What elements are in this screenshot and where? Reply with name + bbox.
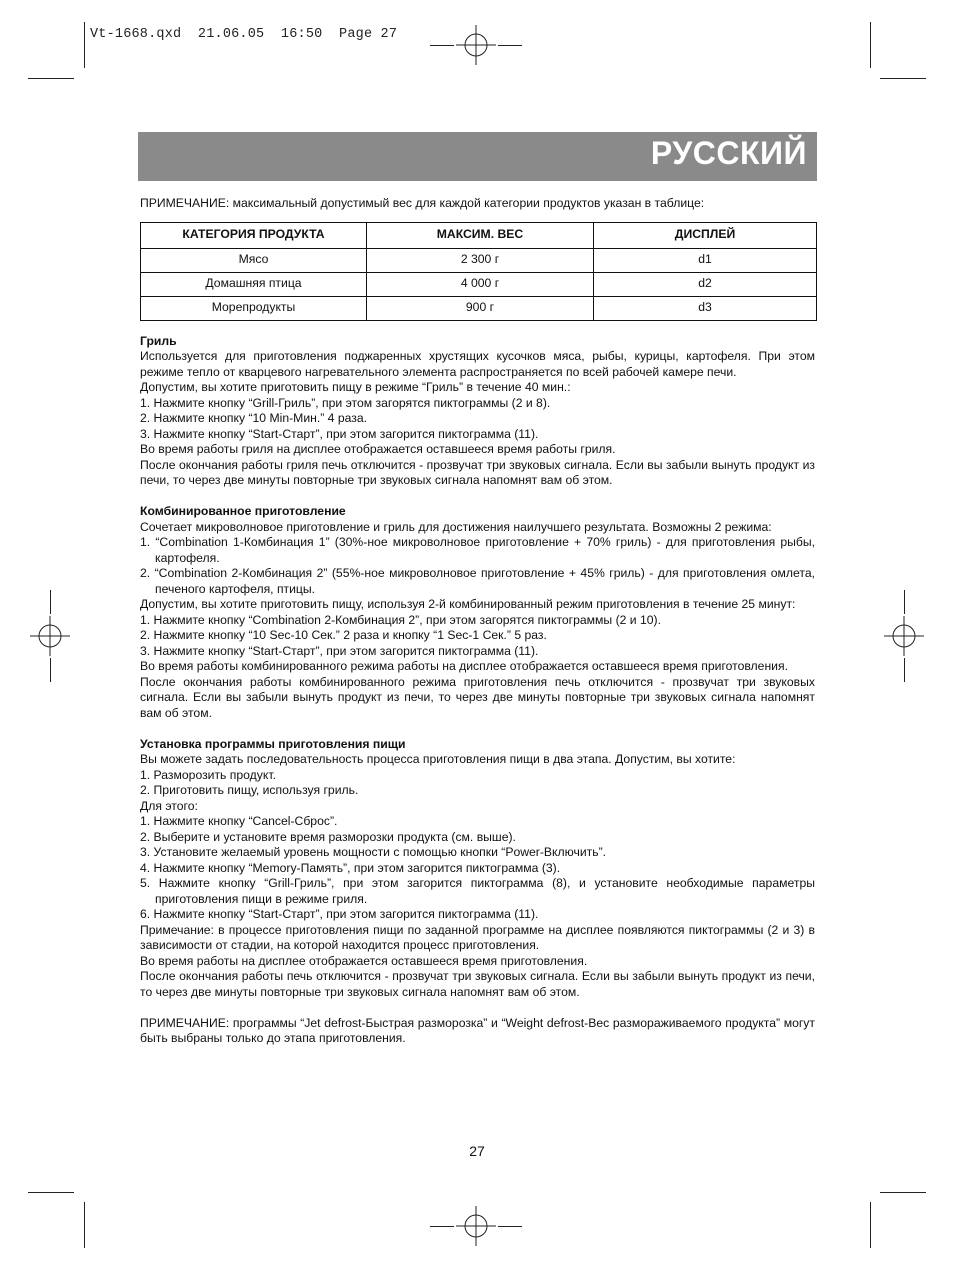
crop-mark xyxy=(28,1192,74,1193)
table-cell: 900 г xyxy=(367,296,594,320)
table-row xyxy=(141,248,817,272)
paragraph: Используется для приготовления поджаренных хрустящих кусочков мяса, рыбы, курицы, картофеля. При этом режиме тепло от кварцевого нагревательного элемента распространяется по всей рабочей камере печи. xyxy=(140,349,815,379)
table-cell: 4 000 г xyxy=(367,272,594,296)
list-item: 3. Нажмите кнопку “Start-Старт”, при этом загорится пиктограмма (11). xyxy=(140,426,539,441)
paragraph: Примечание: в процессе приготовления пищи по заданной программе на дисплее появляются пиктограммы (2 и 3) в зависимости от стадии, на которой находится процесс приготовления. xyxy=(140,922,815,952)
list-item: 1. “Combination 1-Комбинация 1” (30%-ное микроволновое приготовление + 70% гриль) - для приготовления рыбы, картофеля. xyxy=(140,535,815,565)
list-item: 2. Выберите и установите время разморозки продукта (см. выше). xyxy=(140,829,516,844)
paragraph: Для этого: xyxy=(140,798,198,813)
registration-tick xyxy=(50,658,51,682)
paragraph: После окончания работы гриля печь отключится - прозвучат три звуковых сигнала. Если вы забыли вынуть продукт из печи, то через две минуты повторные три звуковых сигнала напомнят вам об этом. xyxy=(140,457,815,487)
table-cell: d2 xyxy=(594,272,817,296)
weight-table xyxy=(140,222,817,321)
crop-mark xyxy=(84,1202,85,1248)
table-header: ДИСПЛЕЙ xyxy=(594,222,817,248)
note-bottom: ПРИМЕЧАНИЕ: программы “Jet defrost-Быстрая разморозка” и “Weight defrost-Вес размораживаемого продукта” могут быть выбраны только до этапа приготовления. xyxy=(140,1015,815,1045)
paragraph: После окончания работы комбинированного режима приготовления печь отключится - прозвучат три звуковых сигнала. Если вы забыли вынуть продукт из печи, то через две минуты повторные три звуковых сигнала напомнят вам об этом. xyxy=(140,674,815,720)
crop-mark xyxy=(870,22,871,68)
table-cell: Мясо xyxy=(141,248,367,272)
section-heading-combination: Комбинированное приготовление xyxy=(140,504,346,518)
paragraph: Сочетает микроволновое приготовление и гриль для достижения наилучшего результата. Возможны 2 режима: xyxy=(140,519,772,534)
list-item: 1. Нажмите кнопку “Combination 2-Комбинация 2”, при этом загорятся пиктограммы (2 и 10). xyxy=(140,612,661,627)
registration-mark-icon xyxy=(456,1206,496,1246)
list-item: 2. Нажмите кнопку “10 Min-Мин.” 4 раза. xyxy=(140,411,368,425)
registration-tick xyxy=(50,590,51,614)
list-item: 1. Разморозить продукт. xyxy=(140,767,276,782)
paragraph: Допустим, вы хотите приготовить пищу в режиме “Гриль” в течение 40 мин.: xyxy=(140,380,571,394)
list-item: 4. Нажмите кнопку “Memory-Память”, при этом загорится пиктограмма (3). xyxy=(140,860,561,875)
crop-mark xyxy=(880,78,926,79)
paragraph: Допустим, вы хотите приготовить пищу, используя 2-й комбинированный режим приготовления в течение 25 минут: xyxy=(140,597,796,611)
crop-mark xyxy=(84,22,85,68)
table-cell: d3 xyxy=(594,296,817,320)
table-header-row xyxy=(141,222,817,248)
language-title: РУССКИЙ xyxy=(650,135,807,171)
page-number: 27 xyxy=(469,1143,485,1159)
table-cell: d1 xyxy=(594,248,817,272)
registration-tick xyxy=(498,45,522,46)
print-slug: Vt-1668.qxd 21.06.05 16:50 Page 27 xyxy=(90,27,398,42)
table-cell: Домашняя птица xyxy=(141,272,367,296)
language-banner xyxy=(138,132,817,181)
list-item: 3. Нажмите кнопку “Start-Старт”, при этом загорится пиктограмма (11). xyxy=(140,643,539,658)
paragraph: Во время работы комбинированного режима работы на дисплее отображается оставшееся время приготовления. xyxy=(140,659,788,673)
paragraph: Во время работы на дисплее отображается оставшееся время приготовления. xyxy=(140,953,588,968)
paragraph: Вы можете задать последовательность процесса приготовления пищи в два этапа. Допустим, вы хотите: xyxy=(140,752,736,766)
table-cell: Морепродукты xyxy=(141,296,367,320)
registration-mark-icon xyxy=(30,616,70,656)
note-top: ПРИМЕЧАНИЕ: максимальный допустимый вес для каждой категории продуктов указан в таблице: xyxy=(140,196,705,210)
registration-tick xyxy=(904,658,905,682)
crop-mark xyxy=(870,1202,871,1248)
registration-mark-icon xyxy=(884,616,924,656)
list-item: 2. Нажмите кнопку “10 Sec-10 Сек.” 2 раза и кнопку “1 Sec-1 Сек.” 5 раз. xyxy=(140,628,547,642)
table-header: МАКСИМ. ВЕС xyxy=(367,222,594,248)
crop-mark xyxy=(28,78,74,79)
spacer xyxy=(140,489,815,505)
list-item: 6. Нажмите кнопку “Start-Старт”, при этом загорится пиктограмма (11). xyxy=(140,907,539,921)
list-item: 5. Нажмите кнопку “Grill-Гриль”, при этом загорится пиктограмма (8), и установите необходимые параметры приготовления пищи в режиме гриля. xyxy=(140,876,815,906)
table-cell: 2 300 г xyxy=(367,248,594,272)
registration-tick xyxy=(430,45,454,46)
registration-tick xyxy=(498,1226,522,1227)
list-item: 2. Приготовить пищу, используя гриль. xyxy=(140,783,359,797)
table-header: КАТЕГОРИЯ ПРОДУКТА xyxy=(141,222,367,248)
list-item: 1. Нажмите кнопку “Cancel-Сброс”. xyxy=(140,814,338,828)
crop-mark xyxy=(880,1192,926,1193)
section-heading-grill: Гриль xyxy=(140,333,177,348)
paragraph: После окончания работы печь отключится - прозвучат три звуковых сигнала. Если вы забыли вынуть продукт из печи, то через две минуты повторные три звуковых сигнала напомнят вам об этом. xyxy=(140,969,815,999)
spacer xyxy=(140,721,815,737)
registration-mark-icon xyxy=(456,25,496,65)
spacer xyxy=(140,1000,815,1016)
section-heading-program: Установка программы приготовления пищи xyxy=(140,736,406,751)
page-content xyxy=(140,196,815,1047)
table-row xyxy=(141,272,817,296)
registration-tick xyxy=(904,590,905,614)
table-row xyxy=(141,296,817,320)
paragraph: Во время работы гриля на дисплее отображается оставшееся время работы гриля. xyxy=(140,442,616,456)
list-item: 1. Нажмите кнопку “Grill-Гриль”, при этом загорятся пиктограммы (2 и 8). xyxy=(140,395,551,410)
registration-tick xyxy=(430,1226,454,1227)
list-item: 3. Установите желаемый уровень мощности с помощью кнопки “Power-Включить”. xyxy=(140,845,607,859)
list-item: 2. “Combination 2-Комбинация 2” (55%-ное микроволновое приготовление + 45% гриль) - для приготовления омлета, печеного картофеля, птицы. xyxy=(140,566,815,596)
